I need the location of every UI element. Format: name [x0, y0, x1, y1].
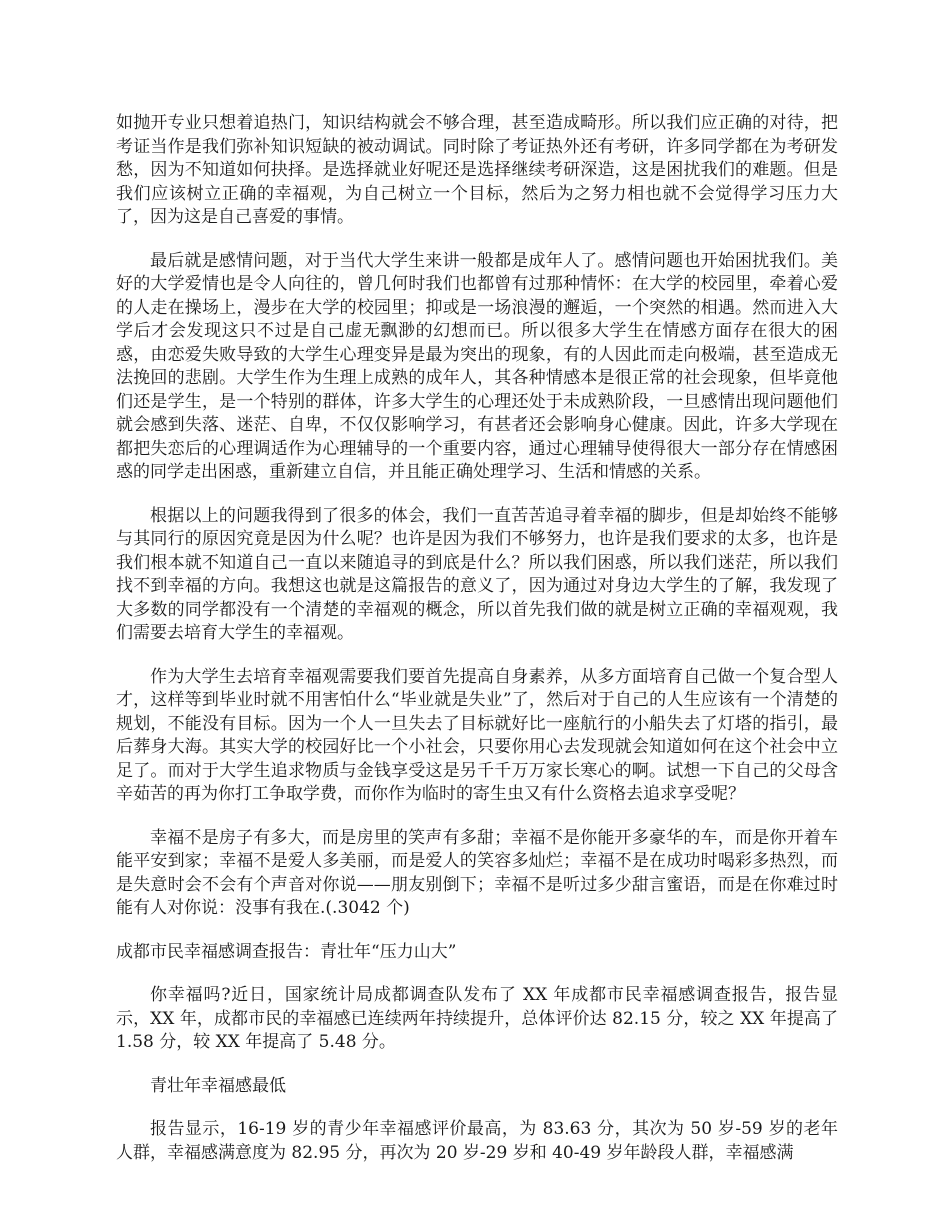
document-page — [116, 112, 838, 1185]
paragraph-cultivating-happiness: 作为大学生去培育幸福观需要我们要首先提高自身素养，从多方面培育自己做一个复合型人才，这样等到毕业时就不用害怕什么“毕业就是失业”了，然后对于自己的人生应该有一个清楚的规划，不能没有目标。因为一个人一旦失去了目标就好比一座航行的小船失去了灯塔的指引，最后葬身大海。其实大学的校园好比一个小社会，只要你用心去发现就会知道如何在这个社会中立足了。而对于大学生追求物质与金钱享受这是另千千万万家长寒心的啊。试想一下自己的父母含辛茹苦的再为你打工争取学费，而你作为临时的寄生虫又有什么资格去追求享受呢？ — [116, 666, 838, 804]
paragraph-reflections: 根据以上的问题我得到了很多的体会，我们一直苦苦追寻着幸福的脚步，但是却始终不能够与其同行的原因究竟是因为什么呢？也许是因为我们不够努力，也许是我们要求的太多，也许是我们根本就不知道自己一直以来随追寻的到底是什么？所以我们困惑，所以我们迷茫，所以我们找不到幸福的方向。我想这也就是这篇报告的意义了，因为通过对身边大学生的了解，我发现了大多数的同学都没有一个清楚的幸福观的概念，所以首先我们做的就是树立正确的幸福观观，我们需要去培育大学生的幸福观。 — [116, 505, 838, 643]
report-title: 成都市民幸福感调查报告：青壮年“压力山大” — [116, 941, 457, 962]
paragraph-relationship-issues: 最后就是感情问题，对于当代大学生来讲一般都是成年人了。感情问题也开始困扰我们。美好的大学爱情也是令人向往的，曾几何时我们也都曾有过那种情怀：在大学的校园里，牵着心爱的人走在操场上，漫步在大学的校园里；抑或是一场浪漫的邂逅，一个突然的相遇。然而进入大学后才会发现这只不过是自己虚无飘渺的幻想而已。所以很多大学生在情感方面存在很大的困惑，由恋爱失败导致的大学生心理变异是最为突出的现象，有的人因此而走向极端，甚至造成无法挽回的悲剧。大学生作为生理上成熟的成年人，其各种情感本是很正常的社会现象，但毕竟他们还是学生，是一个特别的群体，许多大学生的心理还处于未成熟阶段，一旦感情出现问题他们就会感到失落、迷茫、自卑，不仅仅影响学习，有甚者还会影响身心健康。因此，许多大学现在都把失恋后的心理调适作为心理辅导的一个重要内容，通过心理辅导使得很大一部分存在情感困惑的同学走出困惑，重新建立自信，并且能正确处理学习、生活和情感的关系。 — [116, 250, 838, 482]
paragraph-exam-certificates: 如抛开专业只想着追热门，知识结构就会不够合理，甚至造成畸形。所以我们应正确的对待，把考证当作是我们弥补知识短缺的被动调试。同时除了考证热外还有考研，许多同学都在为考研发愁，因为不知道如何抉择。是选择就业好呢还是选择继续考研深造，这是困扰我们的难题。但是我们应该树立正确的幸福观，为自己树立一个目标，然后为之努力相也就不会觉得学习压力大了，因为这是自己喜爱的事情。 — [116, 113, 838, 227]
section-text: 报告显示，16-19 岁的青少年幸福感评价最高，为 83.63 分，其次为 50 岁-59 岁的老年人群，幸福感满意度为 82.95 分，再次为 20 岁-29 岁和 40-49 岁年龄段人群，幸福感满 — [116, 1119, 838, 1163]
paragraph-what-is-happiness: 幸福不是房子有多大，而是房里的笑声有多甜；幸福不是你能开多豪华的车，而是你开着车能平安到家；幸福不是爱人多美丽，而是爱人的笑容多灿烂；幸福不是在成功时喝彩多热烈，而是失意时会不会有个声音对你说——朋友别倒下；幸福不是听过多少甜言蜜语，而是在你难过时能有人对你说：没事有我在.(.3042 个) — [116, 827, 838, 918]
report-intro: 你幸福吗?近日，国家统计局成都调查队发布了 XX 年成都市民幸福感调查报告，报告显示，XX 年，成都市民的幸福感已连续两年持续提升，总体评价达 82.15 分，较之 XX 年提高了 1.58 分，较 XX 年提高了 5.48 分。 — [116, 985, 838, 1052]
section-heading: 青壮年幸福感最低 — [150, 1075, 286, 1096]
